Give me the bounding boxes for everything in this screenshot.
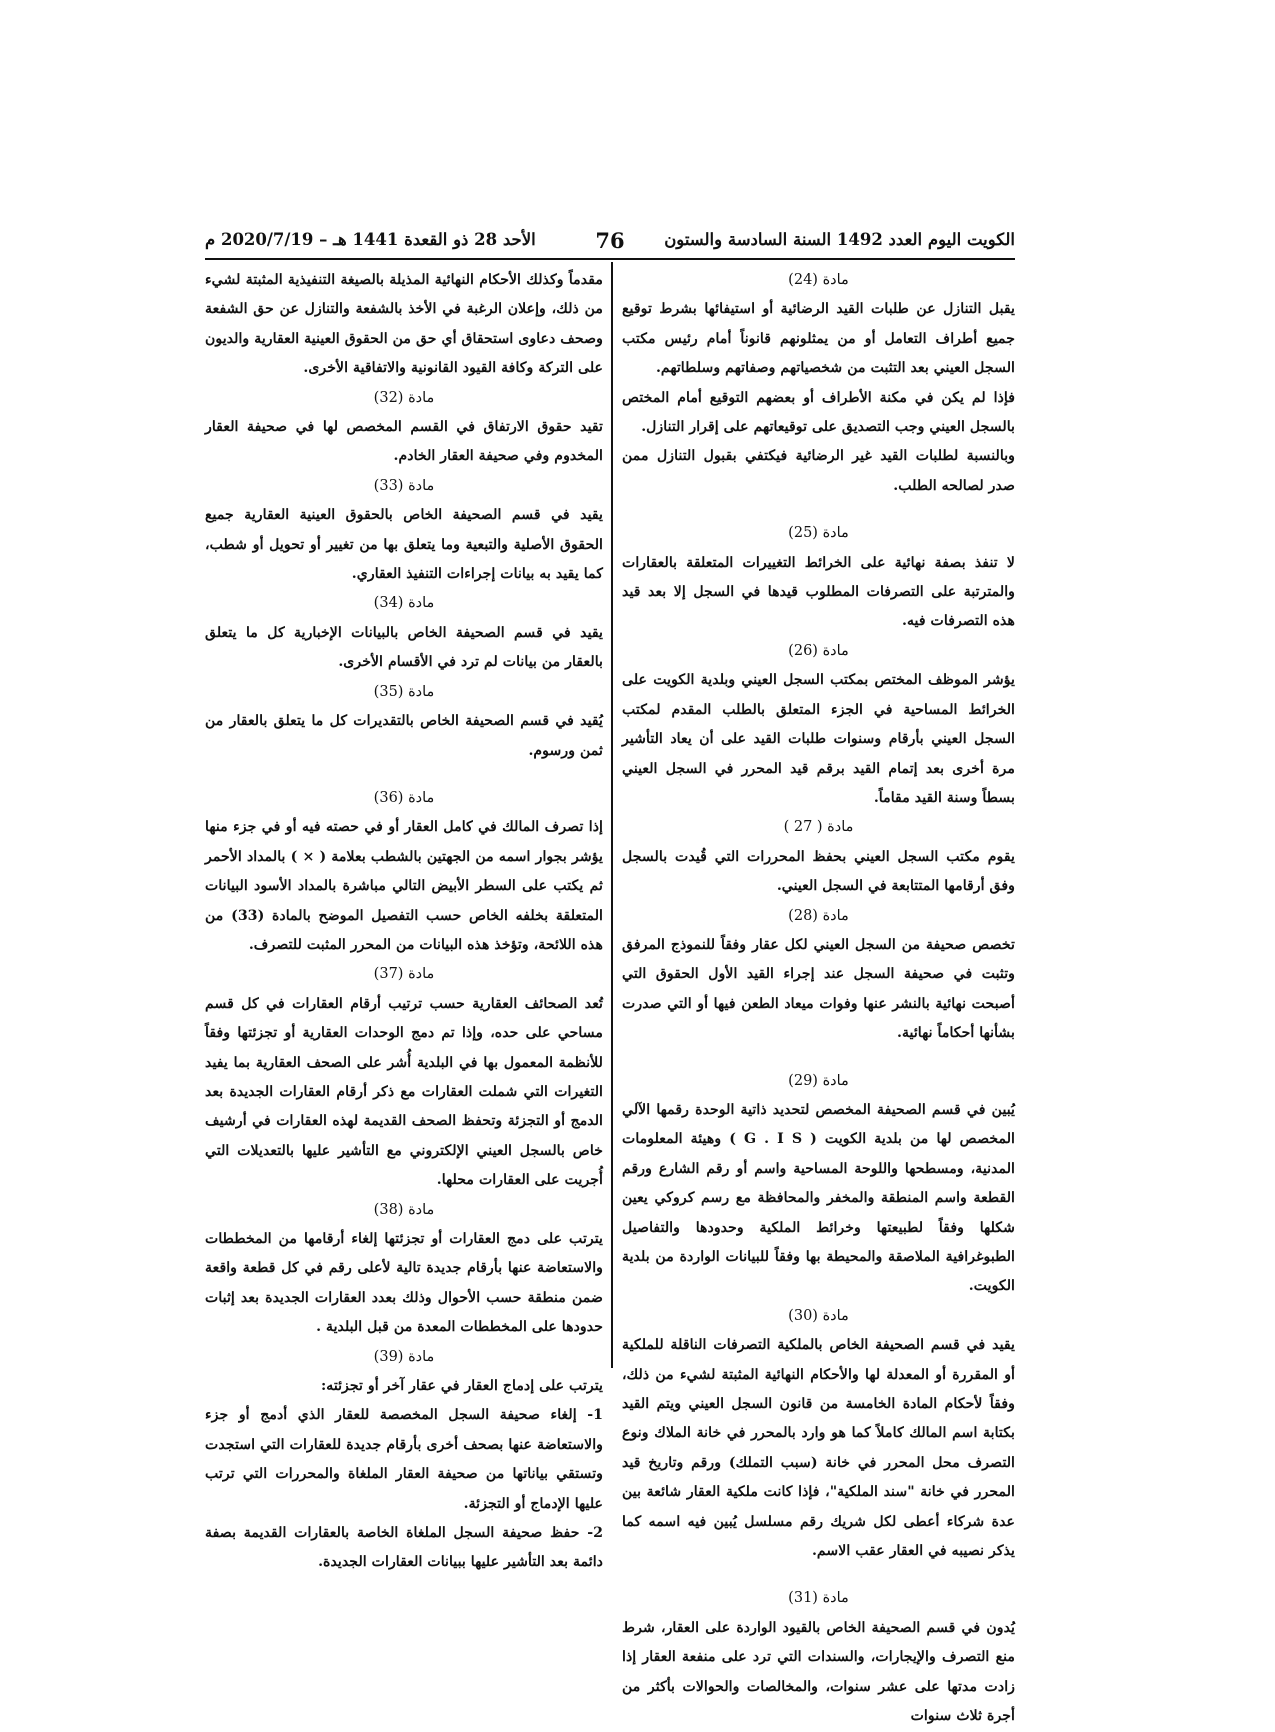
article-paragraph: يقيد في قسم الصحيفة الخاص بالبيانات الإخبارية كل ما يتعلق بالعقار من بيانات لم ترد في الأقسام الأخرى. <box>205 624 603 671</box>
article-paragraph: يترتب على دمج العقارات أو تجزئتها إلغاء أرقامها من المخططات والاستعاضة عنها بأرقام جديدة تالية لأعلى رقم في كل قطعة واقعة ضمن منطقة حسب الأحوال وذلك بعدد العقارات الجديدة بعد إثبات حدودها على المخططات المعدة من قبل البلدية . <box>205 1231 603 1336</box>
section-gap <box>622 501 1015 519</box>
article-title: مادة (31) <box>788 1590 849 1607</box>
article-title: مادة (36) <box>373 789 435 806</box>
article-paragraph: يترتب على إدماج العقار في عقار آخر أو تجزئته: <box>320 1378 603 1395</box>
article-paragraph: يقبل التنازل عن طلبات القيد الرضائية أو استيفائها بشرط توقيع جميع أطراف التعامل أو من يمثلونهم قانوناً أمام رئيس مكتب السجل العيني بعد التثبت من شخصياتهم وصفاتهم وسلطاتهم. <box>622 301 1015 377</box>
article-paragraph: 2- حفظ صحيفة السجل الملغاة الخاصة بالعقارات القديمة بصفة دائمة بعد التأشير عليها ببيانات العقارات الجديدة. <box>205 1525 603 1571</box>
article-paragraph: يُدون في قسم الصحيفة الخاص بالقيود الواردة على العقار، شرط منع التصرف والإيجارات، والسندات التي ترد على منفعة العقار إذا زادت مدتها على عشر سنوات، والمخالصات والحوالات بأكثر من أجرة ثلاث سنوات <box>622 1619 1015 1725</box>
article-title: مادة (26) <box>788 642 849 659</box>
page-header <box>205 228 1015 256</box>
article-paragraph: وبالنسبة لطلبات القيد غير الرضائية فيكتفي بقبول التنازل ممن صدر لصالحه الطلب. <box>622 448 1015 494</box>
article-paragraph: يُبين في قسم الصحيفة المخصص لتحديد ذاتية الوحدة رقمها الآلي المخصص لها من بلدية الكويت ( G . I S ) وهيئة المعلومات المدنية، ومسطحها واللوحة المساحية واسم أو رقم الشارع ورقم القطعة واسم المنطقة والمخفر والمحافظة مع رسم كروكي يعين شكلها وفقاً لطبيعتها وخرائط الملكية وحدودها والتفاصيل الطبوغرافية الملاصقة والمحيطة بها وفقاً للبيانات الواردة من بلدية الكويت. <box>622 1101 1015 1295</box>
article-title: مادة (28) <box>788 907 849 924</box>
column-divider <box>611 262 613 1368</box>
article-paragraph: يقيد في قسم الصحيفة الخاص بالملكية التصرفات الناقلة للملكية أو المقررة أو المعدلة لها والأحكام النهائية المثبتة لشيء من ذلك، وفقاً لأحكام المادة الخامسة من قانون السجل العيني ويتم القيد بكتابة اسم المالك كاملاً كما هو وارد بالمحرر في خانة الملاك ونوع التصرف محل المحرر في خانة (سبب التملك) ورقم وتاريخ قيد المحرر في خانة "سند الملكية"، فإذا كانت ملكية العقار شائعة بين عدة شركاء أعطى لكل شريك رقم مسلسل يُبين فيه اسمه كما يذكر نصيبه في العقار عقب الاسم. <box>622 1337 1015 1560</box>
article-paragraph: يقوم مكتب السجل العيني بحفظ المحررات التي قُيدت بالسجل وفق أرقامها المتتابعة في السجل العيني. <box>622 848 1015 895</box>
article-title: مادة (39) <box>373 1348 435 1365</box>
article-paragraph: تُعد الصحائف العقارية حسب ترتيب أرقام العقارات في كل قسم مساحي على حده، وإذا تم دمج الوحدات العقارية أو تجزئتها وفقاً للأنظمة المعمول بها في البلدية أُشر على الصحف العقارية بما يفيد التغيرات التي شملت العقارات مع ذكر أرقام العقارات الجديدة بعد الدمج أو التجزئة وتحفظ الصحف القديمة لهذه العقارات في أرشيف خاص بالسجل العيني الإلكتروني مع التأشير عليها بالتعديلات التي أُجريت على العقارات محلها. <box>205 995 603 1189</box>
section-gap <box>622 1049 1015 1067</box>
header-rule <box>205 258 1015 260</box>
article-paragraph: مقدماً وكذلك الأحكام النهائية المذيلة بالصيغة التنفيذية المثبتة لشيء من ذلك، وإعلان الرغبة في الأخذ بالشفعة والتنازل عن حق الشفعة وصحف دعاوى استحقاق أي حق من الحقوق العينية العقارية والديون على التركة وكافة القيود القانونية والاتفاقية الأخرى. <box>205 272 603 377</box>
article-title: مادة (34) <box>373 595 435 612</box>
left-column <box>205 266 603 1578</box>
article-paragraph: يؤشر الموظف المختص بمكتب السجل العيني وبلدية الكويت على الخرائط المساحية في الجزء المتعلق بالطلب المقدم لمكتب السجل العيني بأرقام وسنوات طلبات القيد على أن يعاد التأشير مرة أخرى بعد إتمام القيد برقم قيد المحرر في السجل العيني بسطاً وسنة القيد مقاماً. <box>622 672 1015 806</box>
article-paragraph: يُقيد في قسم الصحيفة الخاص بالتقديرات كل ما يتعلق بالعقار من ثمن ورسوم. <box>205 713 603 759</box>
section-gap <box>622 1566 1015 1584</box>
article-paragraph: تخصص صحيفة من السجل العيني لكل عقار وفقاً للنموذج المرفق وتثبت في صحيفة السجل عند إجراء القيد الأول الحقوق التي أصبحت نهائية بالنشر عنها وفوات ميعاد الطعن فيها أو التي صدرت بشأنها أحكاماً نهائية. <box>622 936 1015 1042</box>
header-date: الأحد 28 ذو القعدة 1441 هـ – 2020/7/19 م <box>205 230 536 249</box>
article-title: مادة ( 27 ) <box>783 819 854 836</box>
article-title: مادة (32) <box>373 389 435 406</box>
article-title: مادة (24) <box>788 272 849 288</box>
header-issue-info: الكويت اليوم العدد 1492 السنة السادسة والستون <box>664 230 1015 249</box>
article-paragraph: يقيد في قسم الصحيفة الخاص بالحقوق العينية العقارية جميع الحقوق الأصلية والتبعية وما يتعلق بها من تغيير أو تحويل أو شطب، كما يقيد به بيانات إجراءات التنفيذ العقاري. <box>205 507 603 583</box>
article-title: مادة (35) <box>373 683 435 700</box>
article-paragraph: تقيد حقوق الارتفاق في القسم المخصص لها في صحيفة العقار المخدوم وفي صحيفة العقار الخادم. <box>205 419 603 465</box>
article-title: مادة (33) <box>373 477 435 494</box>
article-title: مادة (30) <box>788 1307 849 1324</box>
article-title: مادة (37) <box>373 966 435 983</box>
article-paragraph: 1- إلغاء صحيفة السجل المخصصة للعقار الذي أدمج أو جزء والاستعاضة عنها بصحف أخرى بأرقام جديدة للعقارات التي استجدت وتستقي بياناتها من صحيفة العقار الملغاة والمحررات التي ترتب عليها الإدماج أو التجزئة. <box>205 1407 603 1512</box>
right-column <box>622 266 1015 1732</box>
page-number: 76 <box>595 228 625 253</box>
article-paragraph: فإذا لم يكن في مكنة الأطراف أو بعضهم التوقيع أمام المختص بالسجل العيني وجب التصديق على توقيعاتهم على إقرار التنازل. <box>622 389 1015 436</box>
section-gap <box>205 766 603 784</box>
article-title: مادة (29) <box>788 1072 849 1089</box>
article-paragraph: لا تنفذ بصفة نهائية على الخرائط التغييرات المتعلقة بالعقارات والمترتبة على التصرفات المطلوب قيدها في السجل إلا بعد قيد هذه التصرفات فيه. <box>622 554 1015 630</box>
article-title: مادة (38) <box>373 1201 435 1218</box>
article-paragraph: إذا تصرف المالك في كامل العقار أو في حصته فيه أو في جزء منها يؤشر بجوار اسمه من الجهتين بالشطب بعلامة ( × ) بالمداد الأحمر ثم يكتب على السطر الأبيض التالي مباشرة بالمداد الأسود البيانات المتعلقة بخلفه الخاص حسب التفصيل الموضح بالمادة (33) من هذه اللائحة، وتؤخذ هذه البيانات من المحرر المثبت للتصرف. <box>205 819 603 953</box>
article-title: مادة (25) <box>788 525 849 542</box>
